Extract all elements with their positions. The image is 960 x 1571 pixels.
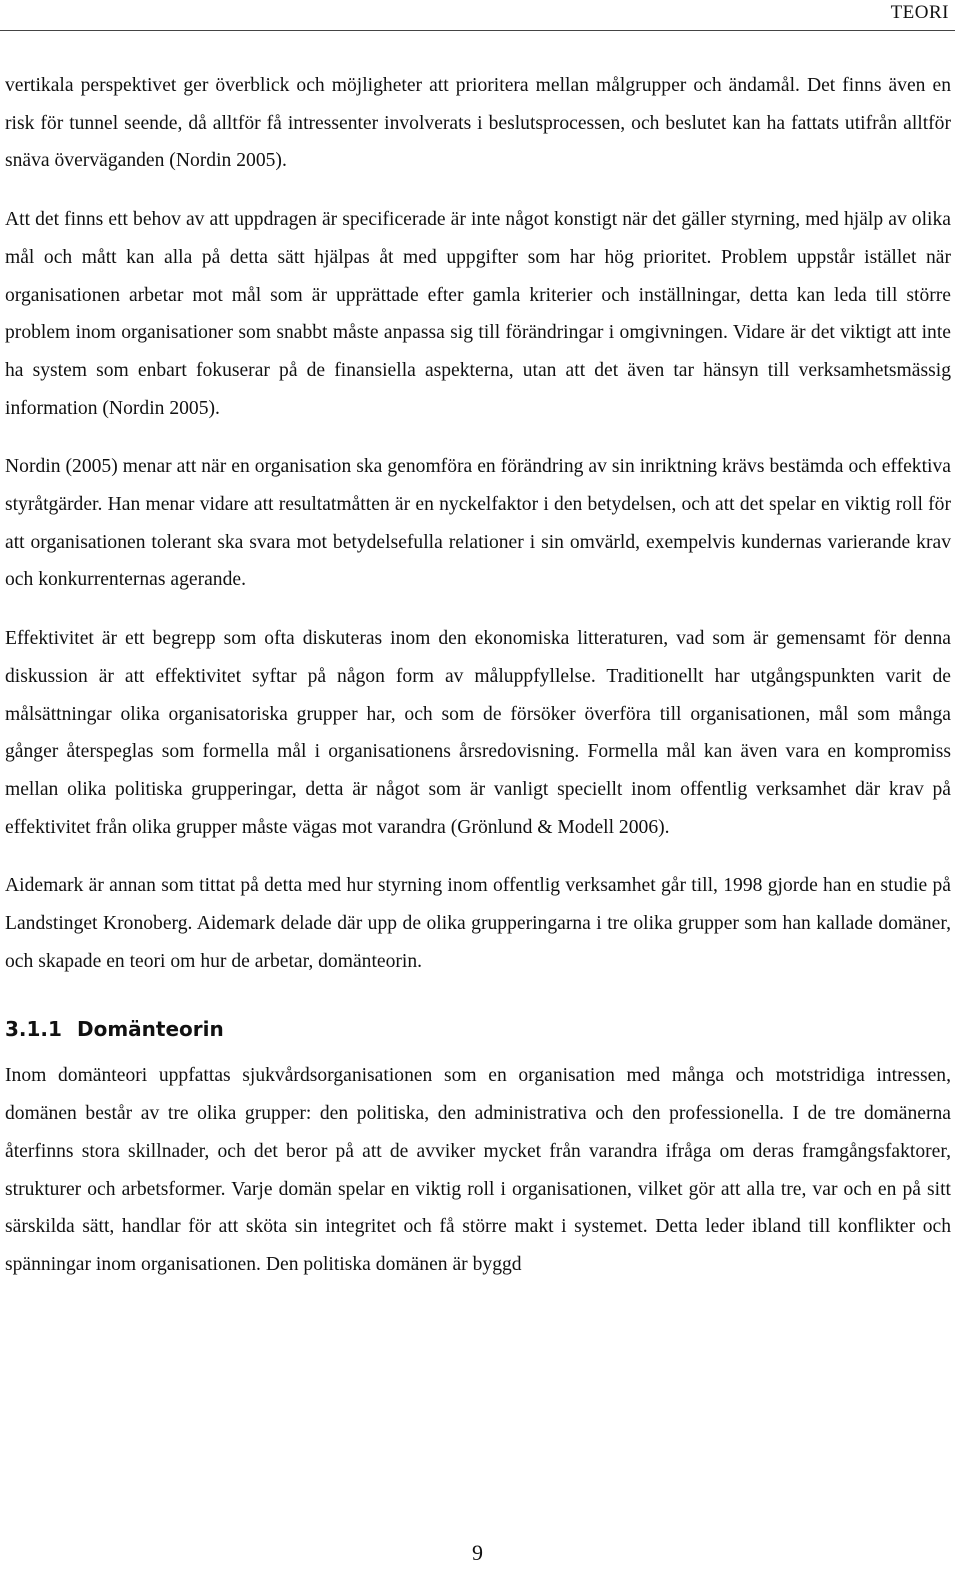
running-header-title: TEORI	[890, 2, 949, 23]
paragraph-nordin-change: Nordin (2005) menar att när en organisation ska genomföra en förändring av sin inriktning krävs bestämda och effektiva styråtgärder. Han menar vidare att resultatmåtten är en nyckelfaktor i den betydelsen, och att det spelar en viktig roll för att organisationen tolerant ska svara mot betydelsefulla relationer i sin omvärld, exempelvis kundernas varierande krav och konkurrenternas agerande.	[5, 456, 951, 591]
page-body	[5, 67, 951, 1305]
paragraph-domain-theory: Inom domänteori uppfattas sjukvårdsorganisationen som en organisation med många och motstridiga intressen, domänen består av tre olika grupper: den politiska, den administrativa och den professionella. I de tre domänerna återfinns stora skillnader, och det beror på att de avviker mycket från varandra ifråga om deras framgångsfaktorer, strukturer och arbetsformer. Varje domän spelar en viktig roll i organisationen, vilket gör att alla tre, var och en på sitt särskilda sätt, handlar för att sköta sin integritet och få större makt i systemet. Detta leder ibland till konflikter och spänningar inom organisationen. Den politiska domänen är byggd	[5, 1065, 951, 1275]
section-number: 3.1.1	[5, 1017, 62, 1042]
page-number: 9	[472, 1540, 483, 1565]
section-heading	[5, 1001, 951, 1057]
paragraph-aidemark: Aidemark är annan som tittat på detta med hur styrning inom offentlig verksamhet går till, 1998 gjorde han en studie på Landstinget Kronoberg. Aidemark delade där upp de olika grupperingarna i tre olika grupper som han kallade domäner, och skapade en teori om hur de arbetar, domänteorin.	[5, 875, 951, 972]
paragraph-effectiveness: Effektivitet är ett begrepp som ofta diskuteras inom den ekonomiska litteraturen, vad som är gemensamt för denna diskussion är att effektivitet syftar på någon form av måluppfyllelse. Traditionellt har utgångspunkten varit de målsättningar olika organisatoriska grupper har, och som de försöker överföra till organisationen, mål som många gånger återspeglas som formella mål i organisationens årsredovisning. Formella mål kan även vara en kompromiss mellan olika politiska grupperingar, detta är något som är vanligt speciellt inom offentlig verksamhet där krav på effektivitet från olika grupper måste vägas mot varandra (Grönlund & Modell 2006).	[5, 628, 951, 838]
running-header	[0, 0, 955, 31]
section-title: Domänteorin	[77, 1017, 224, 1042]
paragraph-intro-continuation: vertikala perspektivet ger överblick och möjligheter att prioritera mellan målgrupper och ändamål. Det finns även en risk för tunnel seende, då alltför få intressenter involverats i beslutsprocessen, och beslutet kan ha fattats utifrån alltför snäva överväganden (Nordin 2005).	[5, 75, 951, 172]
paragraph-specified-assignments: Att det finns ett behov av att uppdragen är specificerade är inte något konstigt när det gäller styrning, med hjälp av olika mål och mått kan alla på detta sätt hjälpas åt med uppgifter som har hög prioritet. Problem uppstår istället när organisationen arbetar mot mål som är upprättade efter gamla kriterier och inställningar, detta kan leda till större problem inom organisationer som snabbt måste anpassa sig till förändringar i omgivningen. Vidare är det viktigt att inte ha system som enbart fokuserar på de finansiella aspekterna, utan att det även tar hänsyn till verksamhetsmässig information (Nordin 2005).	[5, 209, 951, 419]
